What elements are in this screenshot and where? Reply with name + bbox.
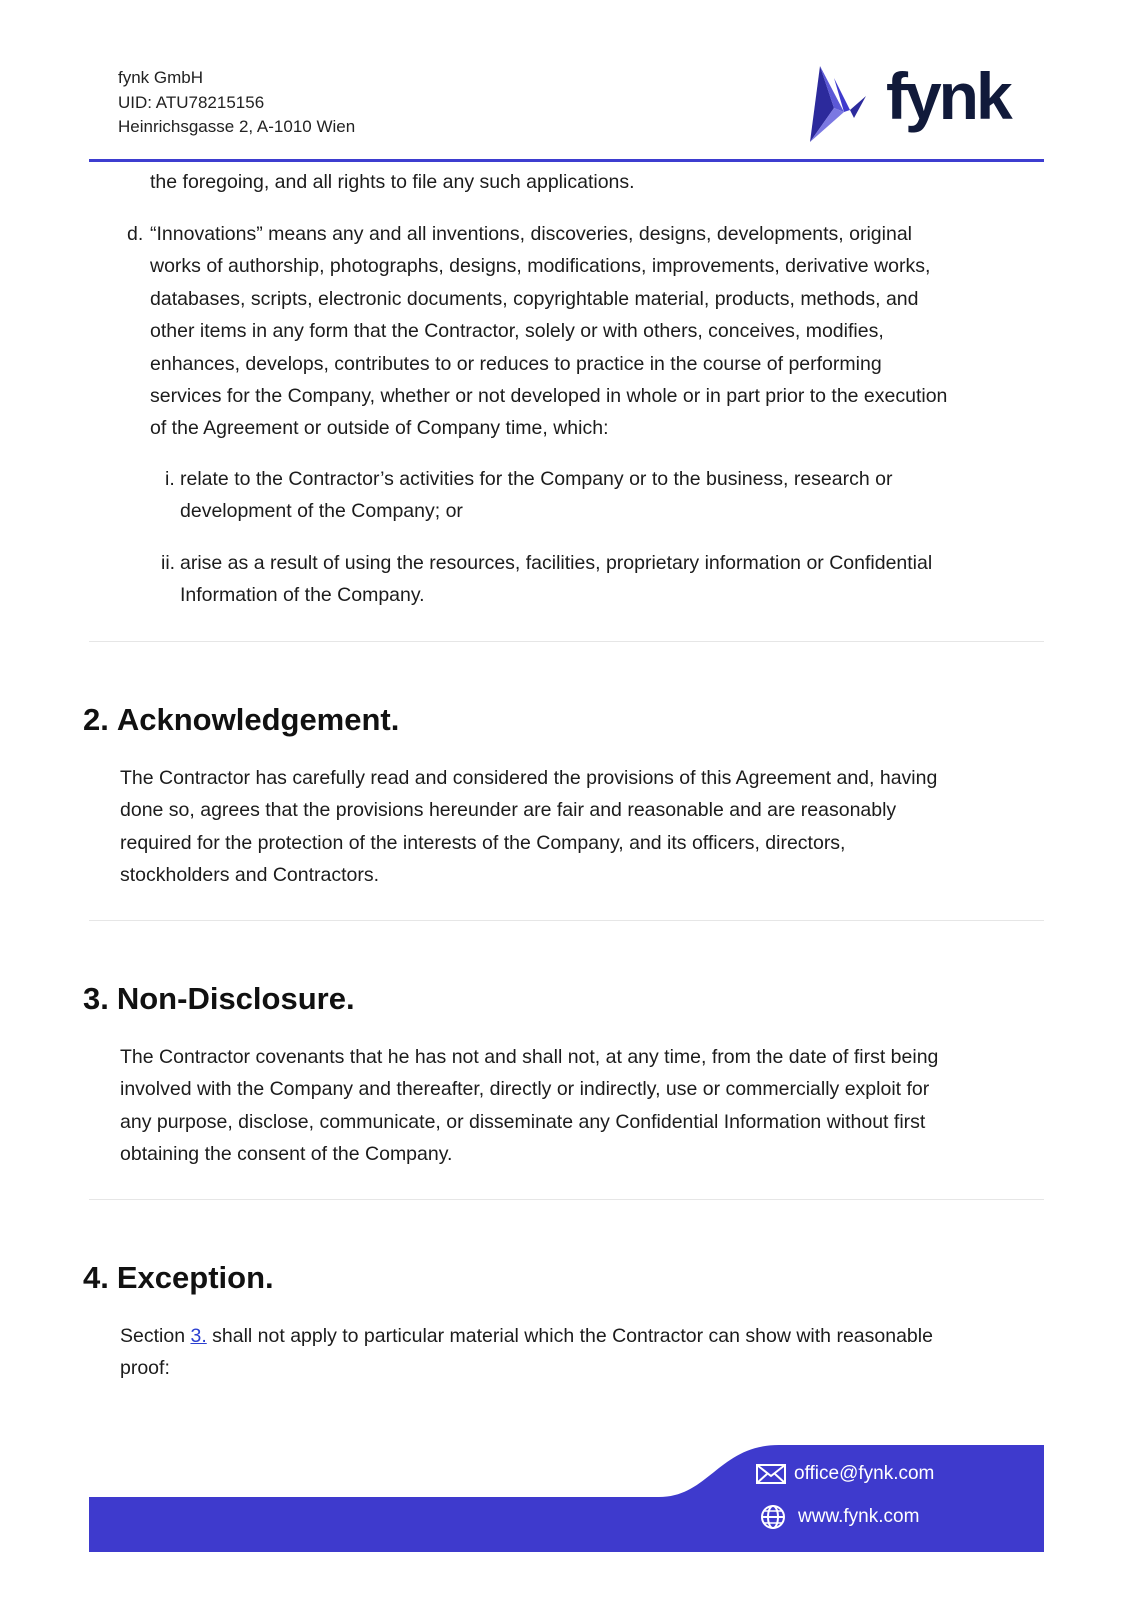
section-title: Exception. xyxy=(116,1260,274,1295)
company-info xyxy=(118,66,355,140)
definition-d-text xyxy=(150,218,947,445)
website-text: www.fynk.com xyxy=(798,1506,920,1527)
definition-d-line: works of authorship, photographs, designs, modifications, improvements, derivative works, xyxy=(150,255,931,278)
company-uid: UID: ATU78215156 xyxy=(118,92,265,112)
subitem-ii-line: arise as a result of using the resources, facilities, proprietary information or Confidential xyxy=(180,552,933,574)
section-2-heading xyxy=(83,700,399,740)
body-line: obtaining the consent of the Company. xyxy=(120,1143,453,1166)
body-line: proof: xyxy=(120,1357,170,1380)
company-name: fynk GmbH xyxy=(118,68,204,87)
section-title: Non-Disclosure. xyxy=(116,981,355,1016)
body-line: The Contractor covenants that he has not and shall not, at any time, from the date of first being xyxy=(120,1046,939,1068)
definition-d-line: databases, scripts, electronic documents, copyrightable material, products, methods, and xyxy=(150,287,919,310)
subitem-ii-marker: ii. xyxy=(161,552,176,574)
globe-icon xyxy=(758,1504,788,1530)
subitem-ii-line: Information of the Company. xyxy=(180,584,425,607)
body-line: The Contractor has carefully read and considered the provisions of this Agreement and, having xyxy=(120,767,938,789)
definition-d-line: enhances, develops, contributes to or reduces to practice in the course of performing xyxy=(150,352,882,375)
logo-wordmark: fynk xyxy=(886,59,1010,133)
body-line: any purpose, disclose, communicate, or disseminate any Confidential Information without first xyxy=(120,1110,926,1133)
mail-icon xyxy=(756,1461,786,1487)
footer-band xyxy=(89,1445,1044,1552)
subitem-i-text xyxy=(180,463,892,528)
section-divider xyxy=(89,920,1044,921)
fynk-logo xyxy=(806,59,1010,144)
section-number: 3. xyxy=(83,981,109,1016)
fynk-bird-icon xyxy=(806,64,882,144)
section-title: Acknowledgement. xyxy=(116,702,400,737)
body-text: shall not apply to particular material which the Contractor can show with reasonable xyxy=(206,1325,933,1347)
body-line: done so, agrees that the provisions hereunder are fair and reasonable and are reasonably xyxy=(120,799,897,822)
definition-d-line: “Innovations” means any and all inventions, discoveries, designs, developments, original xyxy=(150,223,913,245)
definition-d-line: of the Agreement or outside of Company time, which: xyxy=(150,417,609,440)
subitem-ii-text xyxy=(180,547,932,612)
section-divider xyxy=(89,641,1044,642)
section-number: 2. xyxy=(83,702,109,737)
section-3-link[interactable]: 3. xyxy=(190,1325,207,1347)
company-address: Heinrichsgasse 2, A-1010 Wien xyxy=(118,117,356,136)
body-text: Section xyxy=(120,1325,191,1347)
body-line xyxy=(120,1320,933,1352)
footer-website[interactable] xyxy=(756,1504,919,1530)
section-divider xyxy=(89,1199,1044,1200)
section-3-heading xyxy=(83,979,355,1019)
section-2-body xyxy=(120,762,937,892)
body-line: involved with the Company and thereafter, directly or indirectly, use or commercially exploit for xyxy=(120,1078,930,1101)
definition-d-line: services for the Company, whether or not developed in whole or in part prior to the execution xyxy=(150,385,948,408)
subitem-i-line: relate to the Contractor’s activities for the Company or to the business, research or xyxy=(180,468,893,490)
footer-email[interactable] xyxy=(756,1461,934,1487)
subitem-i-line: development of the Company; or xyxy=(180,500,463,523)
header-divider xyxy=(89,159,1044,162)
body-line: required for the protection of the interests of the Company, and its officers, directors, xyxy=(120,831,846,854)
definition-d-line: other items in any form that the Contractor, solely or with others, conceives, modifies, xyxy=(150,320,884,343)
subitem-i-marker: i. xyxy=(165,468,175,490)
section-4-heading xyxy=(83,1258,274,1298)
email-text: office@fynk.com xyxy=(794,1463,935,1484)
section-3-body xyxy=(120,1041,938,1171)
continuation-text: the foregoing, and all rights to file any such applications. xyxy=(150,171,635,193)
body-line: stockholders and Contractors. xyxy=(120,864,380,887)
definition-d-marker: d. xyxy=(127,223,144,245)
section-4-body xyxy=(120,1320,933,1385)
section-number: 4. xyxy=(83,1260,109,1295)
